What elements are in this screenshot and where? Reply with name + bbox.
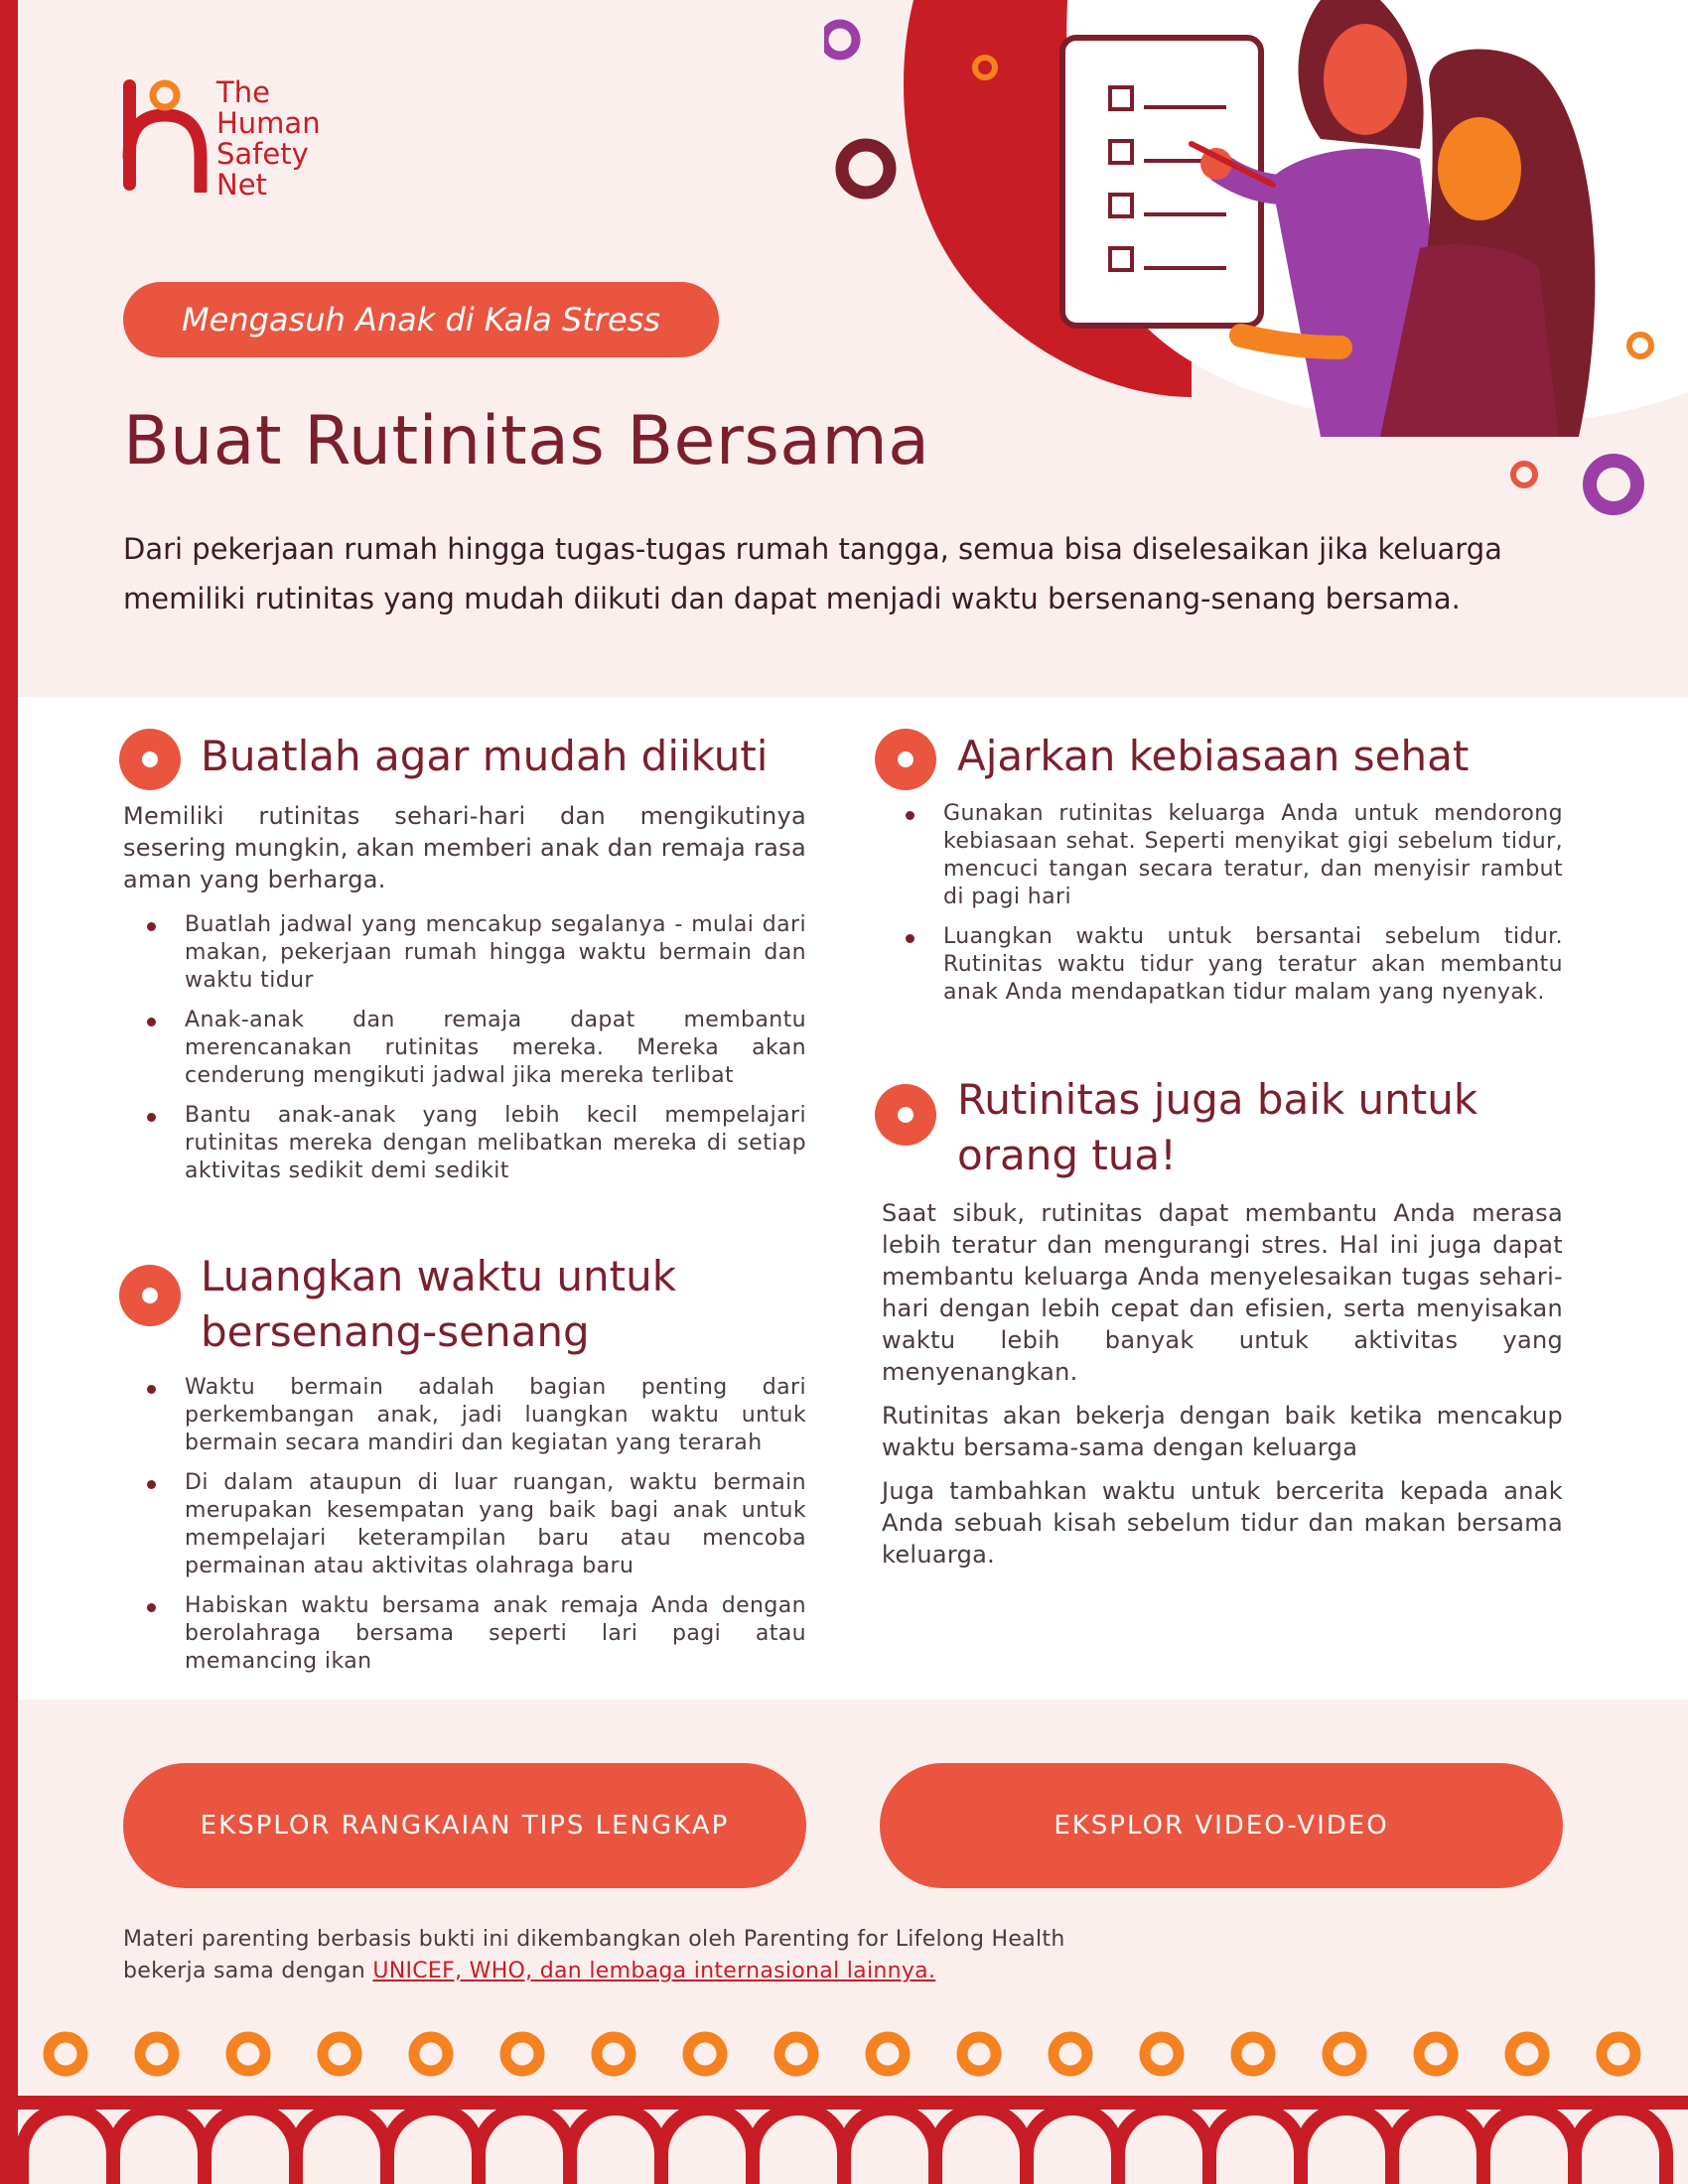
list-item: Bantu anak-anak yang lebih kecil mempelajari rutinitas mereka dengan melibatkan mereka di setiap aktivitas sedikit demi sedikit	[123, 1102, 806, 1185]
bullet-list-healthy	[882, 800, 1563, 1019]
parents-text	[882, 1197, 1563, 1570]
footnote-text: bekerja sama dengan	[123, 1959, 373, 1983]
section-title-line: orang tua!	[957, 1131, 1177, 1179]
partners-link[interactable]: UNICEF, WHO, dan lembaga internasional lainnya.	[372, 1959, 936, 1983]
section-bullet-icon	[119, 729, 181, 790]
list-item: Habiskan waktu bersama anak remaja Anda dengan berolahraga bersama seperti lari pagi atau memancing ikan	[123, 1592, 806, 1676]
bullet-list-fun	[123, 1374, 806, 1688]
brand-line: Safety	[216, 137, 309, 171]
list-item: Buatlah jadwal yang mencakup segalanya - mulai dari makan, pekerjaan rumah hingga waktu bermain dan waktu tidur	[123, 911, 806, 995]
section-title-line: Rutinitas juga baik untuk	[957, 1075, 1478, 1124]
list-item: Di dalam ataupun di luar ruangan, waktu bermain merupakan kesempatan yang baik bagi anak untuk mempelajari keterampilan baru atau mencoba permainan atau aktivitas olahraga baru	[123, 1469, 806, 1580]
brand-line: Net	[216, 168, 267, 202]
section-title-line: bersenang-senang	[201, 1307, 590, 1356]
list-item: Gunakan rutinitas keluarga Anda untuk mendorong kebiasaan sehat. Seperti menyikat gigi sebelum tidur, mencuci tangan secara teratur, dan menyisir rambut di pagi hari	[882, 800, 1563, 911]
section-title-line: Luangkan waktu untuk	[201, 1252, 677, 1300]
section-title-easy: Buatlah agar mudah diikuti	[201, 732, 769, 780]
footnote	[123, 1924, 1065, 1987]
page-title: Buat Rutinitas Bersama	[123, 402, 930, 480]
intro-paragraph: Dari pekerjaan rumah hingga tugas-tugas rumah tangga, semua bisa diselesaikan jika keluarga memiliki rutinitas yang mudah diikuti dan dapat menjadi waktu bersenang-senang bersama.	[123, 532, 1502, 615]
section-bullet-icon	[875, 729, 936, 790]
section-title-healthy: Ajarkan kebiasaan sehat	[957, 732, 1470, 780]
section-paragraph: Saat sibuk, rutinitas dapat membantu Anda merasa lebih teratur dan mengurangi stres. Hal ini juga dapat membantu keluarga Anda menyelesaikan tugas sehari-hari dengan lebih cepat dan efisien, serta menyisakan waktu lebih banyak untuk aktivitas yang menyenangkan.	[882, 1199, 1563, 1386]
explore-videos-button[interactable]: EKSPLOR VIDEO-VIDEO	[880, 1763, 1563, 1888]
section-bullet-icon	[119, 1265, 181, 1326]
left-accent-bar	[0, 0, 18, 2184]
list-item: Waktu bermain adalah bagian penting dari perkembangan anak, jadi luangkan waktu untuk bermain secara mandiri dan kegiatan yang terarah	[123, 1374, 806, 1457]
section-bullet-icon	[875, 1084, 936, 1146]
section-title-fun	[201, 1249, 676, 1360]
list-item: Anak-anak dan remaja dapat membantu merencanakan rutinitas mereka. Mereka akan cenderung mengikuti jadwal jika mereka terlibat	[123, 1007, 806, 1090]
brand-line: The	[216, 75, 270, 109]
decorative-dot-icon	[49, 2037, 1635, 2071]
arch-border	[18, 2075, 1688, 2184]
section-paragraph: Juga tambahkan waktu untuk bercerita kepada anak Anda sebuah kisah sebelum tidur dan makan bersama keluarga.	[882, 1477, 1563, 1569]
section-title-parents	[957, 1072, 1477, 1183]
bullet-list-easy	[123, 911, 806, 1197]
brand-name	[216, 77, 321, 201]
footnote-text: Materi parenting berbasis bukti ini dikembangkan oleh Parenting for Lifelong Health	[123, 1927, 1065, 1952]
checklist-illustration	[824, 0, 1688, 516]
section-paragraph: Memiliki rutinitas sehari-hari dan mengikutinya sesering mungkin, akan memberi anak dan remaja rasa aman yang berharga.	[123, 802, 806, 893]
brand-line: Human	[216, 106, 321, 140]
explore-tips-button[interactable]: EKSPLOR RANGKAIAN TIPS LENGKAP	[123, 1763, 806, 1888]
list-item: Luangkan waktu untuk bersantai sebelum tidur. Rutinitas waktu tidur yang teratur akan membantu anak Anda mendapatkan tidur malam yang nyenyak.	[882, 923, 1563, 1007]
logo-h-icon	[121, 73, 211, 193]
section-paragraph: Rutinitas akan bekerja dengan baik ketika mencakup waktu bersama-sama dengan keluarga	[882, 1402, 1563, 1461]
series-label: Mengasuh Anak di Kala Stress	[123, 282, 719, 357]
